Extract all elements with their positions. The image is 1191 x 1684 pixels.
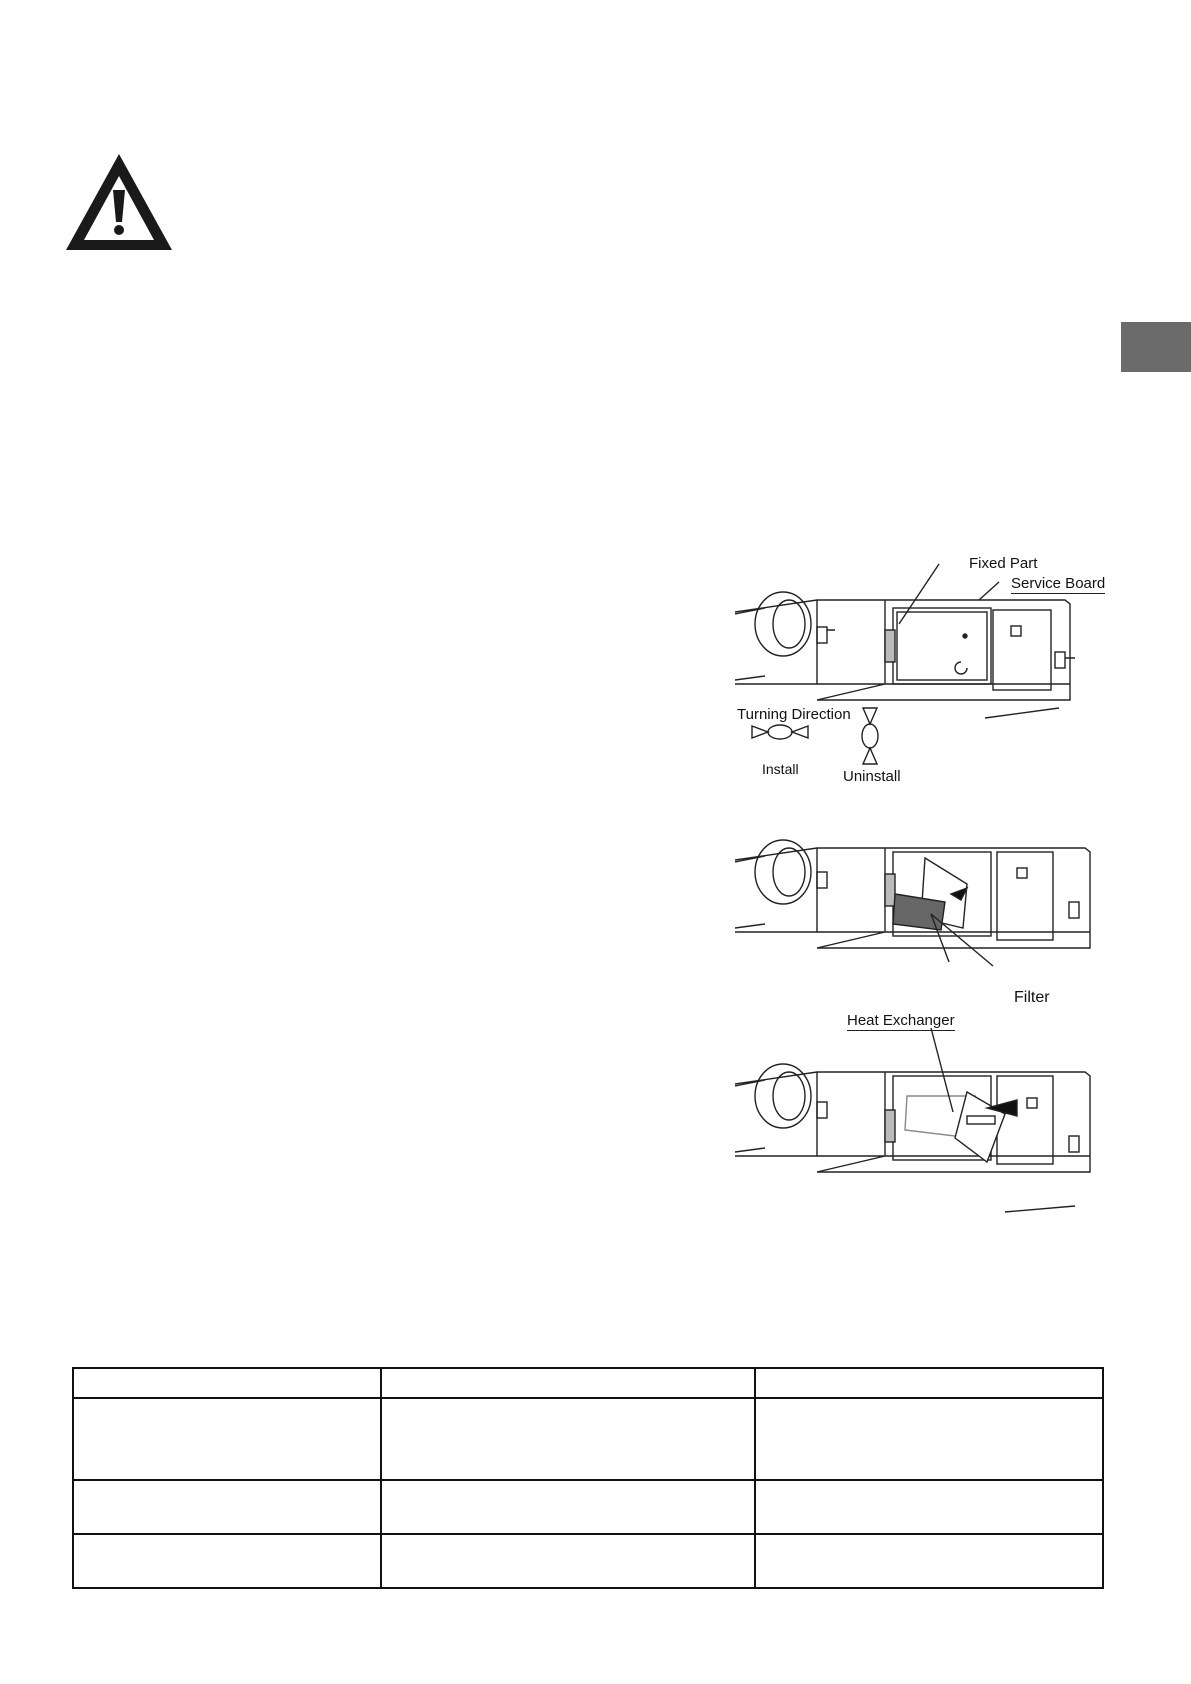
- table-header-row: [73, 1368, 1103, 1398]
- turning-direction-label: Turning Direction: [737, 706, 851, 723]
- install-knob-icon: [752, 725, 808, 739]
- table-cell: [73, 1480, 381, 1534]
- heat-exchanger-label: Heat Exchanger: [847, 1012, 955, 1029]
- uninstall-label: Uninstall: [843, 768, 901, 785]
- table-cell: [73, 1534, 381, 1588]
- table-cell: [755, 1368, 1103, 1398]
- uninstall-knob-icon: [862, 708, 878, 764]
- table-cell: [755, 1398, 1103, 1480]
- table-cell: [755, 1534, 1103, 1588]
- page-side-tab: [1121, 322, 1191, 372]
- service-board-label: Service Board: [1011, 575, 1106, 592]
- table-cell: [381, 1534, 755, 1588]
- table-cell: [73, 1398, 381, 1480]
- table-cell: [381, 1368, 755, 1398]
- table-cell: [381, 1480, 755, 1534]
- maintenance-table: [72, 1367, 1104, 1589]
- table-row: [73, 1534, 1103, 1588]
- unit-diagram-2: [735, 840, 1090, 966]
- table-cell: [381, 1398, 755, 1480]
- table-row: [73, 1398, 1103, 1480]
- warning-triangle-icon: [62, 150, 176, 254]
- table-cell: [73, 1368, 381, 1398]
- table-row: [73, 1480, 1103, 1534]
- install-label: Install: [762, 761, 799, 777]
- filter-label: Filter: [1014, 989, 1050, 1006]
- maintenance-illustration: [735, 540, 1191, 1220]
- fixed-part-label: Fixed Part: [969, 555, 1038, 572]
- unit-diagram-3: [735, 1028, 1090, 1212]
- table-cell: [755, 1480, 1103, 1534]
